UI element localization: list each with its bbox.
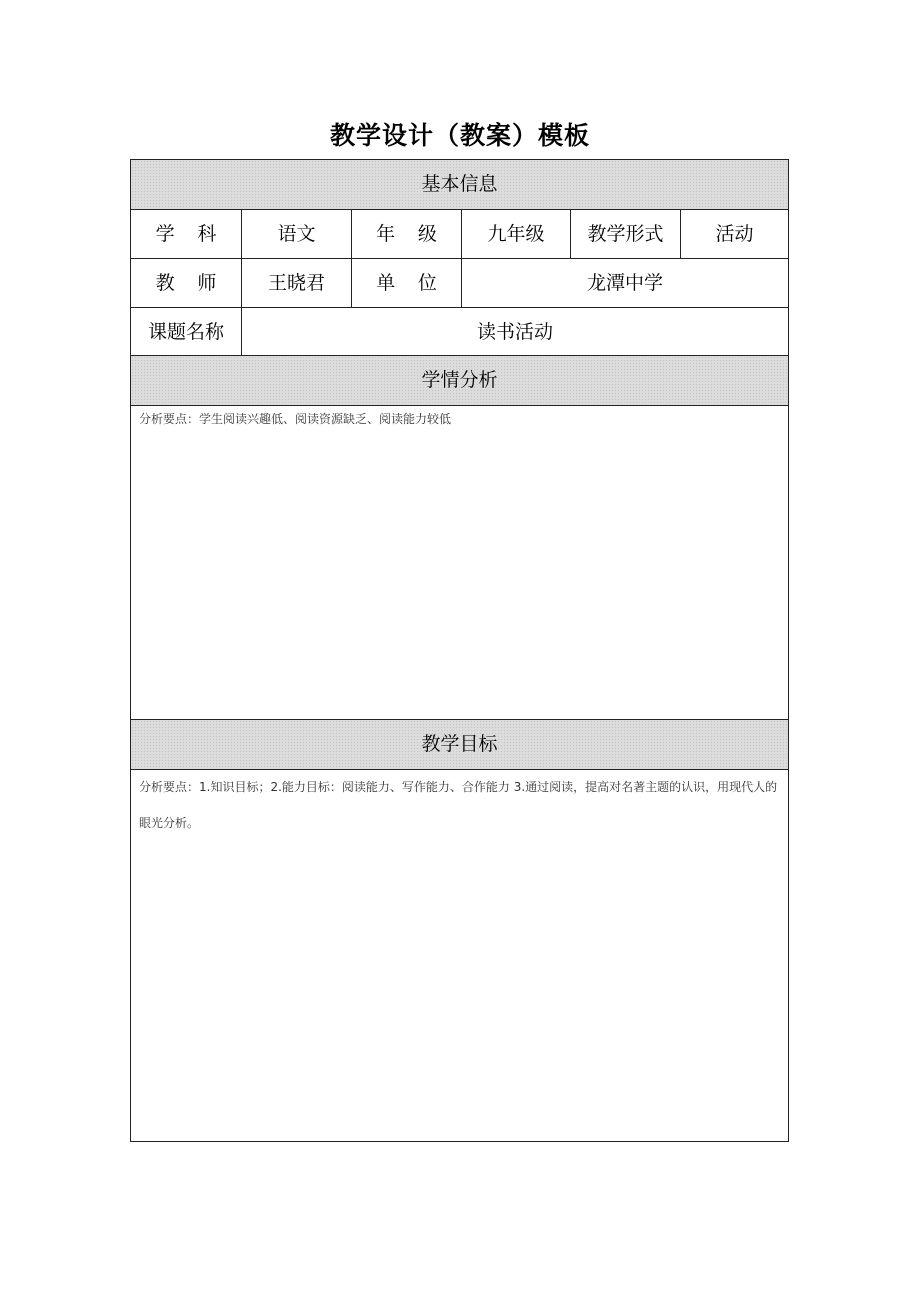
section-header-objectives: 教学目标 <box>131 720 788 769</box>
table-row-teacher <box>131 258 788 307</box>
section-header-situation: 学情分析 <box>131 356 788 405</box>
grade-label: 年级 <box>351 210 461 258</box>
topic-label: 课题名称 <box>147 321 224 343</box>
section-header-basic-info: 基本信息 <box>131 160 788 209</box>
lesson-plan-table <box>130 159 789 1142</box>
table-row-topic <box>131 307 788 356</box>
unit-label: 单位 <box>351 259 461 307</box>
teacher-label: 教师 <box>155 272 240 294</box>
topic-value: 读书活动 <box>241 308 788 356</box>
teaching-form-label: 教学形式 <box>570 210 680 258</box>
subject-label: 学科 <box>155 223 240 245</box>
subject-value: 语文 <box>241 210 351 258</box>
situation-analysis-text: 分析要点：学生阅读兴趣低、阅读资源缺乏、阅读能力较低 <box>139 412 452 426</box>
table-row-subject <box>131 209 788 258</box>
unit-value: 龙潭中学 <box>461 259 788 307</box>
grade-value: 九年级 <box>461 210 570 258</box>
teaching-form-value: 活动 <box>680 210 788 258</box>
objectives-text: 分析要点：1.知识目标；2.能力目标：阅读能力、写作能力、合作能力 3.通过阅读，提高对名著主题的认识，用现代人的眼光分析。 <box>139 780 778 830</box>
page-title: 教学设计（教案）模板 <box>329 121 590 150</box>
teacher-value: 王晓君 <box>241 259 351 307</box>
